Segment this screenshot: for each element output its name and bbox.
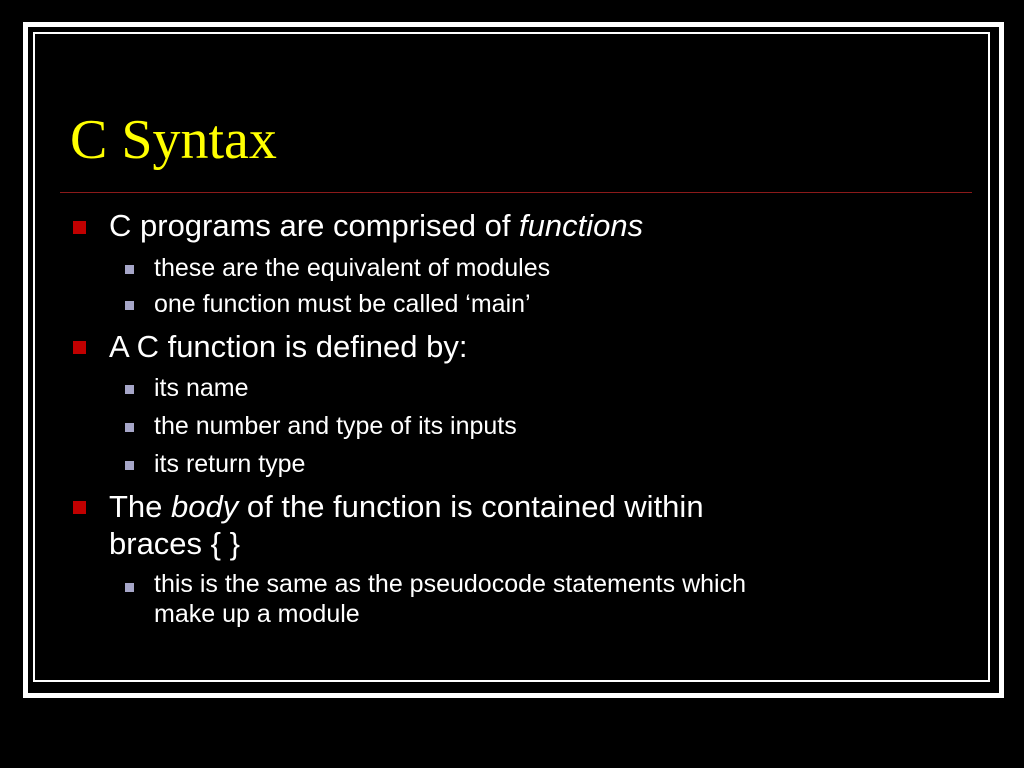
bullet-square-icon	[73, 221, 86, 234]
sub-bullet-square-icon	[125, 385, 134, 394]
sub-bullet-name: its name	[154, 374, 249, 402]
sub-bullet-main: one function must be called ‘main’	[154, 290, 531, 318]
bullet-body	[109, 489, 704, 525]
sub-bullet-square-icon	[125, 583, 134, 592]
sub-bullet-square-icon	[125, 265, 134, 274]
bullet-emphasis: body	[171, 489, 239, 524]
bullet-text: C programs are comprised of	[109, 208, 520, 243]
bullet-emphasis: functions	[519, 208, 644, 243]
bullet-body-line2: braces { }	[109, 526, 240, 561]
sub-bullet-pseudocode: this is the same as the pseudocode statements which	[154, 570, 746, 598]
sub-bullet-return-type: its return type	[154, 450, 306, 478]
sub-bullet-square-icon	[125, 423, 134, 432]
sub-bullet-square-icon	[125, 301, 134, 310]
sub-bullet-inputs: the number and type of its inputs	[154, 412, 517, 440]
bullet-square-icon	[73, 501, 86, 514]
sub-bullet-modules: these are the equivalent of modules	[154, 254, 551, 282]
bullet-text: The	[109, 489, 172, 524]
bullet-square-icon	[73, 341, 86, 354]
bullet-defined-by: A C function is defined by:	[109, 329, 468, 364]
bullet-text: of the function is contained within	[238, 489, 704, 524]
bullet-functions	[109, 208, 643, 244]
sub-bullet-pseudocode-line2: make up a module	[154, 600, 360, 628]
sub-bullet-square-icon	[125, 461, 134, 470]
slide-title: C Syntax	[70, 109, 277, 171]
